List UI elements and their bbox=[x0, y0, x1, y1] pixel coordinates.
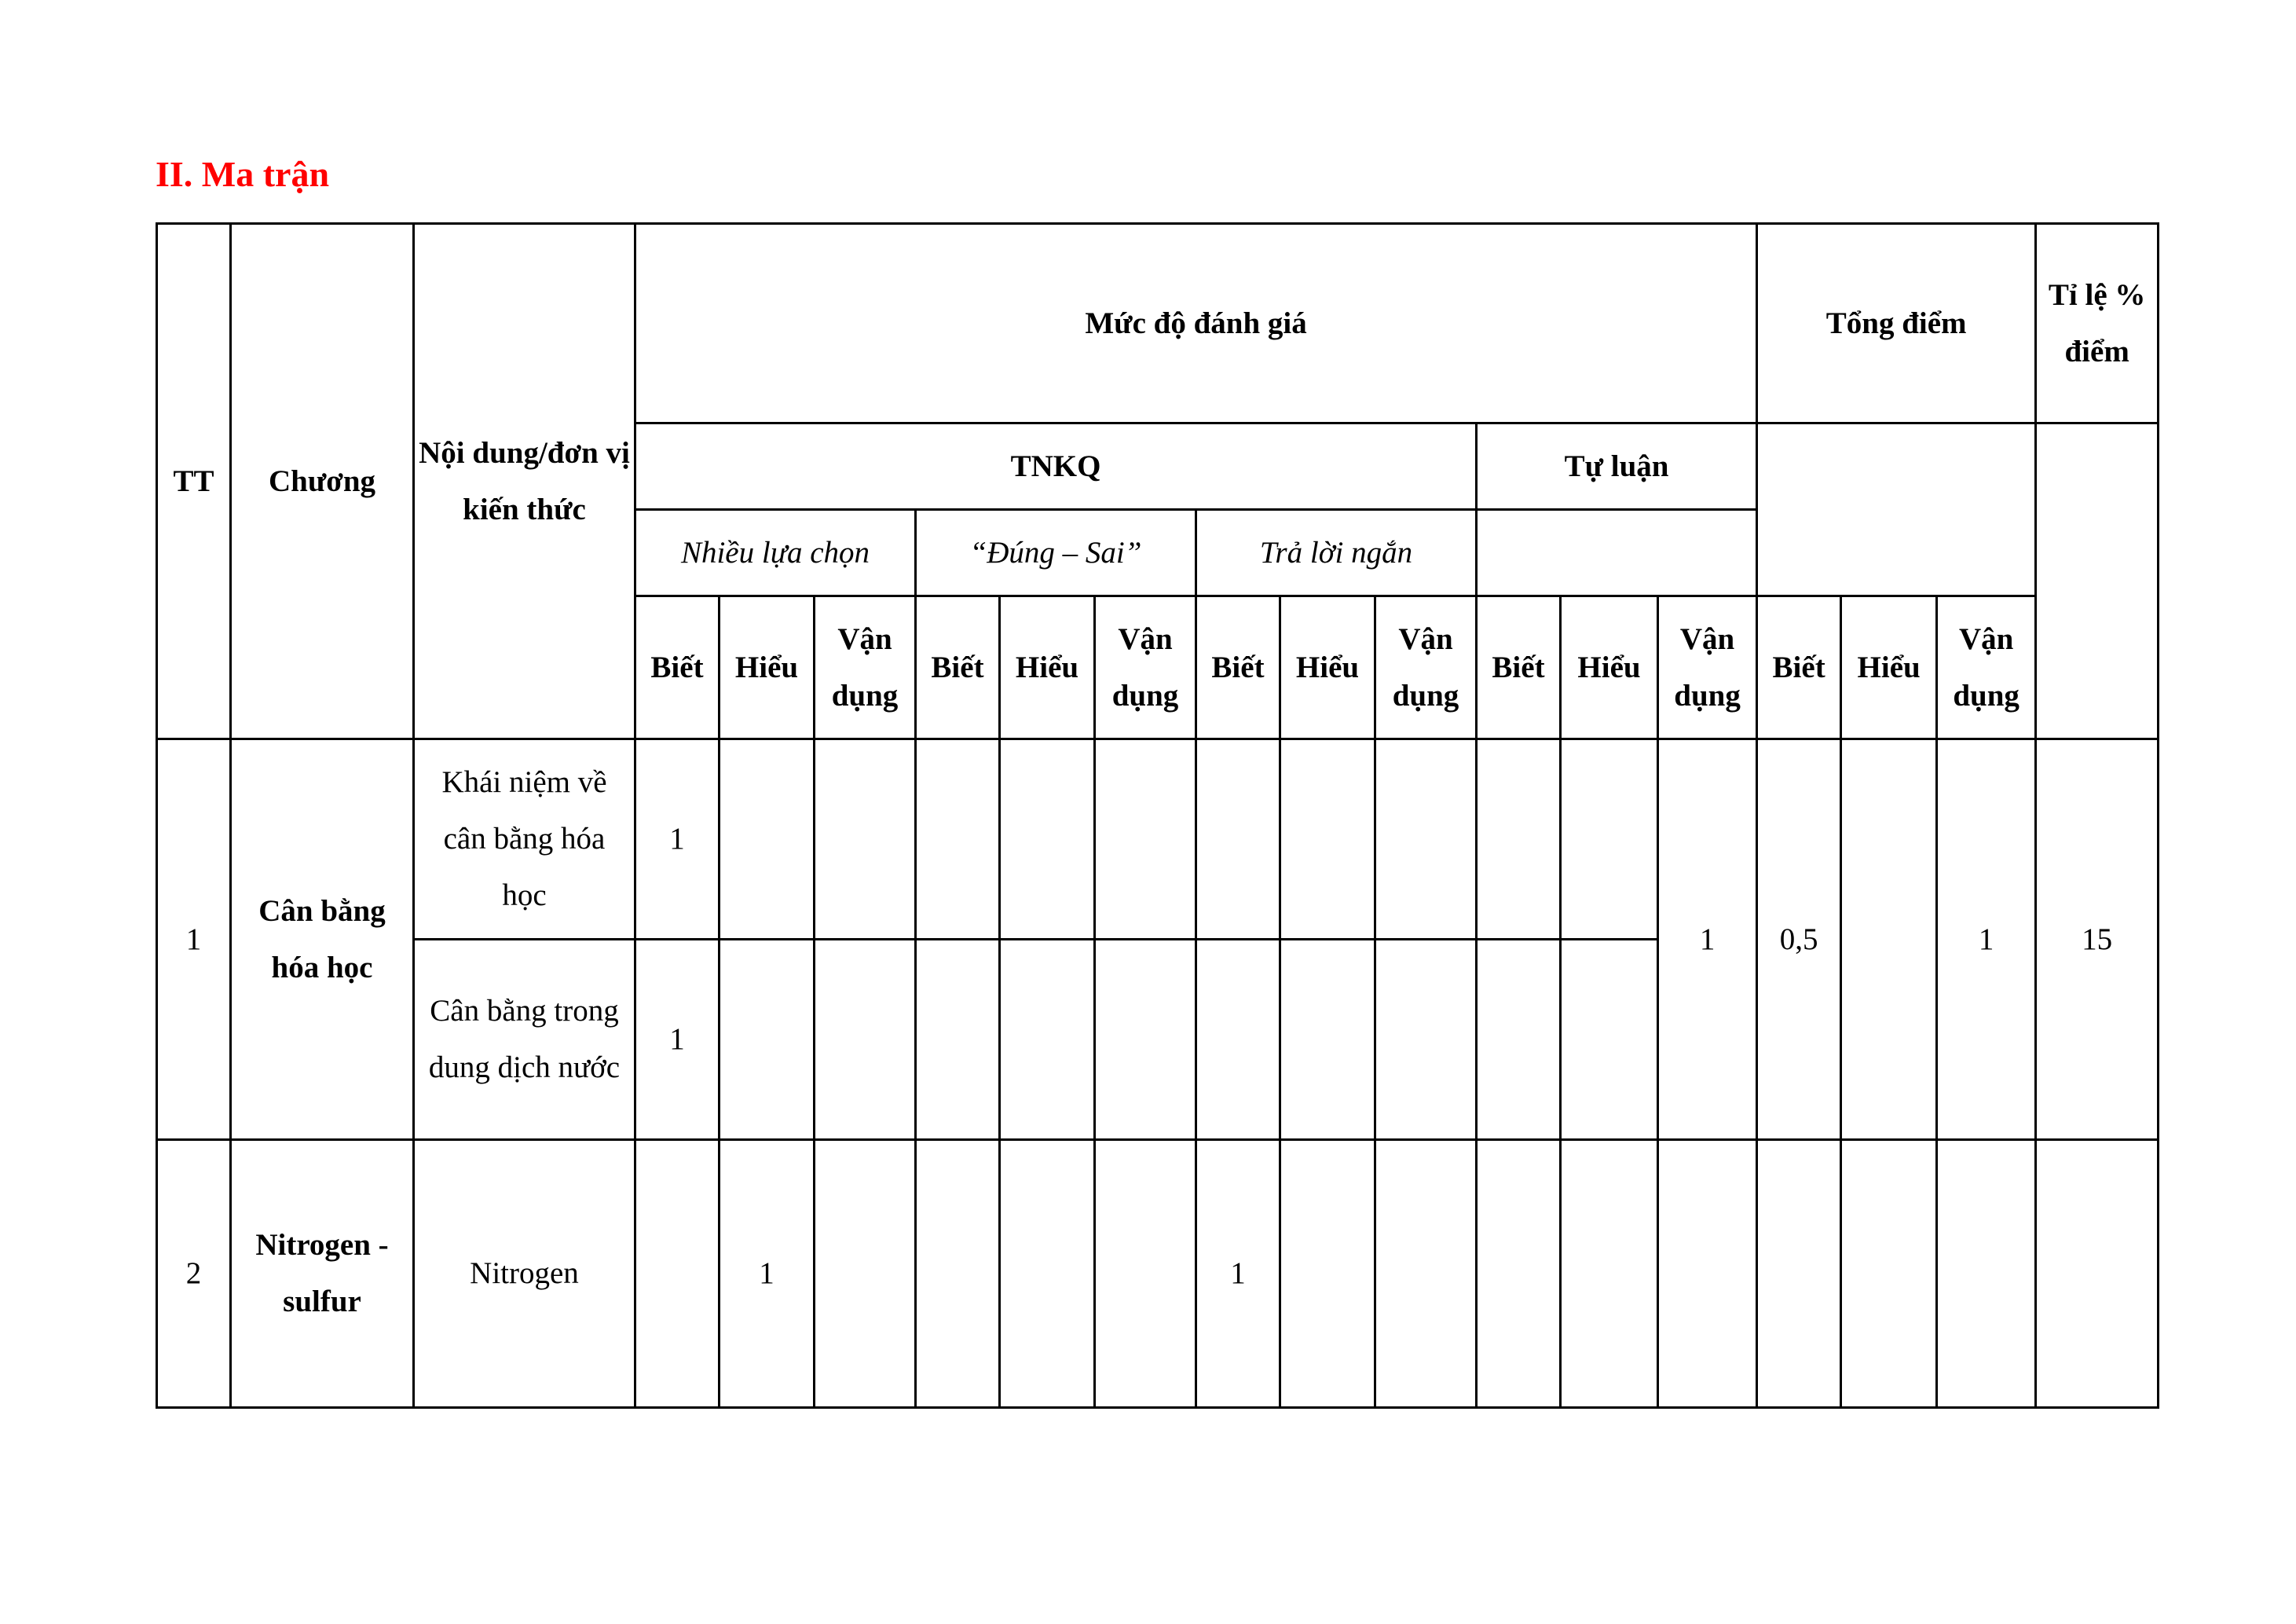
table-cell bbox=[1561, 1140, 1658, 1408]
header-muc-do-danh-gia: Mức độ đánh giá bbox=[635, 224, 1757, 423]
level-header: Biết bbox=[1757, 596, 1841, 739]
table-cell bbox=[916, 739, 1000, 940]
table-cell bbox=[1095, 1140, 1196, 1408]
table-cell bbox=[1196, 739, 1280, 940]
table-cell bbox=[1477, 1140, 1561, 1408]
table-cell bbox=[815, 1140, 916, 1408]
table-cell bbox=[1095, 739, 1196, 940]
level-header: Hiểu bbox=[720, 596, 815, 739]
table-cell bbox=[635, 1140, 720, 1408]
table-cell bbox=[1561, 739, 1658, 940]
header-tong-blank bbox=[1757, 423, 2036, 596]
level-header: Vận dụng bbox=[1937, 596, 2036, 739]
header-tu-luan: Tự luận bbox=[1477, 423, 1757, 510]
header-tnkq: TNKQ bbox=[635, 423, 1477, 510]
cell-noi-dung: Khái niệm về cân bằng hóa học bbox=[414, 739, 635, 940]
table-cell bbox=[2036, 1140, 2159, 1408]
level-header: Hiểu bbox=[1841, 596, 1937, 739]
table-row bbox=[157, 739, 2159, 940]
header-tong-diem: Tổng điểm bbox=[1757, 224, 2036, 423]
table-cell bbox=[815, 739, 916, 940]
cell-noi-dung: Cân bằng trong dung dịch nước bbox=[414, 940, 635, 1140]
header-noi-dung: Nội dung/đơn vị kiến thức bbox=[414, 224, 635, 739]
level-header: Vận dụng bbox=[1095, 596, 1196, 739]
level-header: Hiểu bbox=[1561, 596, 1658, 739]
table-cell bbox=[720, 940, 815, 1140]
page-title: II. Ma trận bbox=[156, 154, 330, 194]
level-header: Biết bbox=[1196, 596, 1280, 739]
header-ti-le-blank bbox=[2036, 423, 2159, 739]
header-chuong: Chương bbox=[231, 224, 414, 739]
table-cell bbox=[1561, 940, 1658, 1140]
table-cell: 1 bbox=[635, 940, 720, 1140]
level-header: Vận dụng bbox=[1375, 596, 1477, 739]
table-cell bbox=[1280, 1140, 1375, 1408]
table-cell bbox=[1937, 1140, 2036, 1408]
header-dung-sai: “Đúng – Sai” bbox=[916, 510, 1196, 596]
table-cell bbox=[1000, 739, 1095, 940]
table-cell bbox=[1280, 940, 1375, 1140]
cell-tong-hieu bbox=[1841, 739, 1937, 1140]
header-nhieu-lua-chon: Nhiều lựa chọn bbox=[635, 510, 916, 596]
table-cell bbox=[916, 940, 1000, 1140]
level-header: Hiểu bbox=[1280, 596, 1375, 739]
table-cell bbox=[1477, 739, 1561, 940]
header-tra-loi-ngan: Trả lời ngắn bbox=[1196, 510, 1477, 596]
level-header: Hiểu bbox=[1000, 596, 1095, 739]
table-cell bbox=[1280, 739, 1375, 940]
table-cell bbox=[1000, 940, 1095, 1140]
level-header: Biết bbox=[635, 596, 720, 739]
table-cell bbox=[1375, 1140, 1477, 1408]
header-row-1 bbox=[157, 224, 2159, 423]
table-cell: 1 bbox=[635, 739, 720, 940]
table-cell bbox=[1375, 739, 1477, 940]
cell-tu-luan-van-dung: 1 bbox=[1658, 739, 1757, 1140]
level-header: Biết bbox=[916, 596, 1000, 739]
header-tt: TT bbox=[157, 224, 231, 739]
table-cell bbox=[1658, 1140, 1757, 1408]
table-cell bbox=[916, 1140, 1000, 1408]
table-cell: 1 bbox=[720, 1140, 815, 1408]
table-row bbox=[157, 1140, 2159, 1408]
table-cell bbox=[1841, 1140, 1937, 1408]
table-cell bbox=[1196, 940, 1280, 1140]
table-cell bbox=[1477, 940, 1561, 1140]
cell-tt: 1 bbox=[157, 739, 231, 1140]
cell-noi-dung: Nitrogen bbox=[414, 1140, 635, 1408]
table-cell bbox=[1375, 940, 1477, 1140]
cell-chuong: Nitrogen - sulfur bbox=[231, 1140, 414, 1408]
table-cell: 1 bbox=[1196, 1140, 1280, 1408]
cell-tong-van-dung: 1 bbox=[1937, 739, 2036, 1140]
cell-tt: 2 bbox=[157, 1140, 231, 1408]
level-header: Vận dụng bbox=[1658, 596, 1757, 739]
level-header: Biết bbox=[1477, 596, 1561, 739]
table-cell bbox=[1757, 1140, 1841, 1408]
cell-chuong: Cân bằng hóa học bbox=[231, 739, 414, 1140]
table-cell bbox=[815, 940, 916, 1140]
level-header: Vận dụng bbox=[815, 596, 916, 739]
cell-tong-biet: 0,5 bbox=[1757, 739, 1841, 1140]
cell-ti-le: 15 bbox=[2036, 739, 2159, 1140]
table-cell bbox=[1000, 1140, 1095, 1408]
header-ti-le: Tỉ lệ % điểm bbox=[2036, 224, 2159, 423]
table-cell bbox=[720, 739, 815, 940]
assessment-matrix-table bbox=[156, 222, 2159, 1409]
table-cell bbox=[1095, 940, 1196, 1140]
header-tu-luan-blank bbox=[1477, 510, 1757, 596]
